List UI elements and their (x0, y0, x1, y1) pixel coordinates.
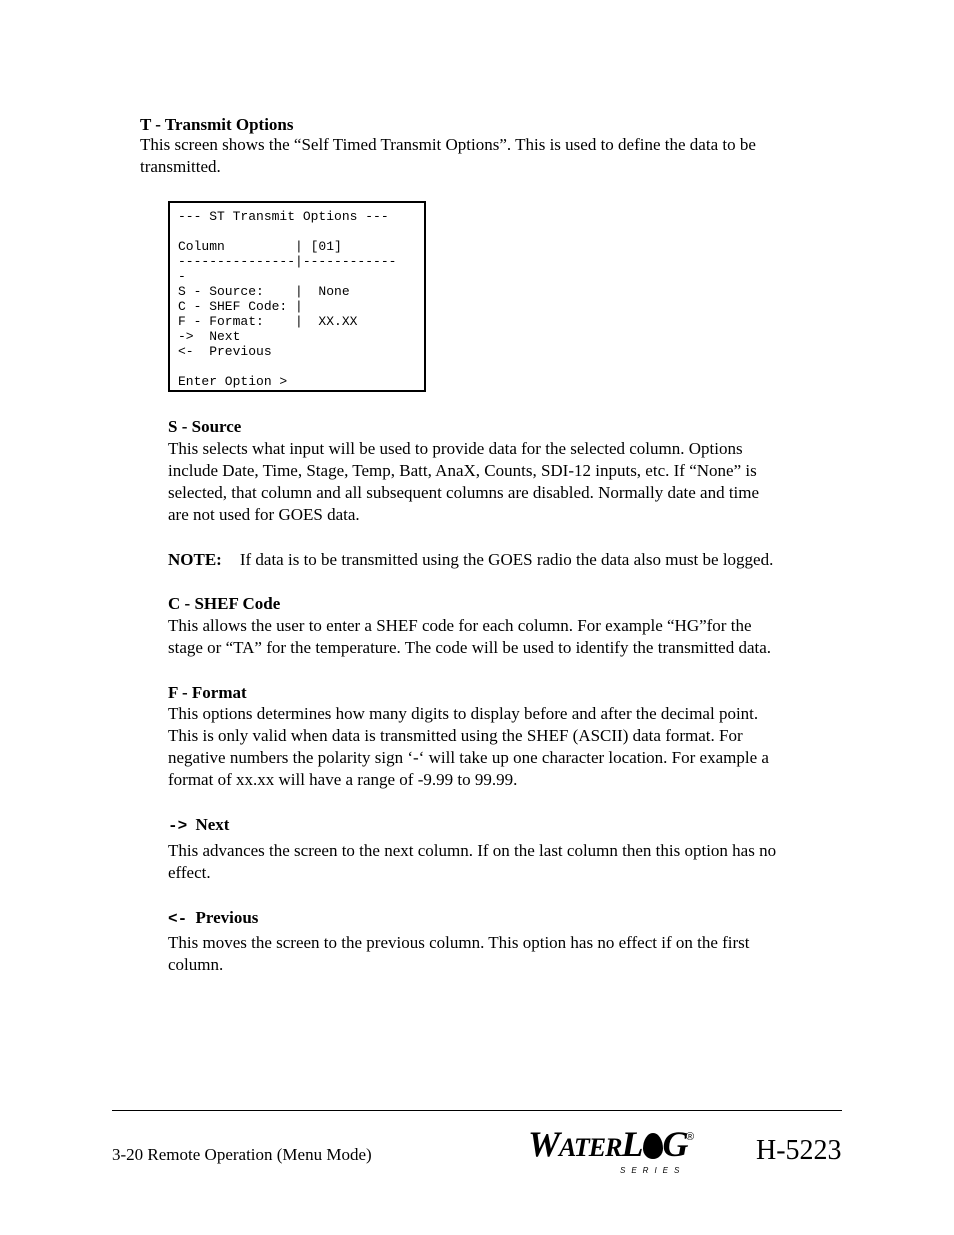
paragraph-line: format of xx.xx will have a range of -9.99 to 99.99. (168, 770, 518, 789)
paragraph-line: column. (168, 955, 224, 974)
source-description (168, 438, 840, 526)
logo-series: SERIES (620, 1166, 686, 1175)
terminal-line (178, 359, 424, 374)
source-heading: S - Source (168, 417, 242, 436)
terminal-screen (168, 201, 426, 392)
logo-letter: G (662, 1124, 688, 1164)
intro-line: This screen shows the “Self Timed Transmit Options”. This is used to define the data to be (140, 135, 756, 154)
logo-letter: W (528, 1124, 560, 1164)
note-label: NOTE: (168, 550, 222, 569)
terminal-line: -> Next (178, 329, 241, 344)
paragraph-line: effect. (168, 863, 211, 882)
paragraph-line: This is only valid when data is transmitted using the SHEF (ASCII) data format. For (168, 726, 743, 745)
next-heading (168, 814, 229, 837)
intro-line: transmitted. (140, 157, 221, 176)
footer-rule (112, 1110, 842, 1111)
shef-heading: C - SHEF Code (168, 594, 281, 613)
paragraph-line: This options determines how many digits to display before and after the decimal point. (168, 704, 759, 723)
paragraph-line: This allows the user to enter a SHEF code for each column. For example “HG”for the (168, 616, 752, 635)
previous-heading (168, 907, 258, 930)
paragraph-line: are not used for GOES data. (168, 505, 360, 524)
terminal-line: ---------------|------------ (178, 254, 397, 269)
terminal-line: --- ST Transmit Options --- (178, 209, 389, 224)
paragraph-line: include Date, Time, Stage, Temp, Batt, AnaX, Counts, SDI-12 inputs, etc. If “None” is (168, 461, 757, 480)
paragraph-line: negative numbers the polarity sign ‘-‘ will take up one character location. For example a (168, 748, 769, 767)
terminal-line: S - Source: | None (178, 284, 350, 299)
registered-mark: ® (686, 1131, 695, 1143)
next-description (168, 840, 848, 884)
terminal-line: - (178, 269, 186, 284)
logo-letters: ATER (559, 1133, 622, 1162)
paragraph-line: This advances the screen to the next column. If on the last column then this option has no (168, 841, 777, 860)
terminal-line: <- Previous (178, 344, 272, 359)
paragraph-line: stage or “TA” for the temperature. The code will be used to identify the transmitted data. (168, 638, 772, 657)
previous-arrow: <- (168, 910, 188, 928)
paragraph-line: This selects what input will be used to provide data for the selected column. Options (168, 439, 743, 458)
terminal-line: Enter Option > (178, 374, 288, 389)
water-drop-icon (643, 1133, 663, 1159)
note (168, 549, 848, 571)
format-description (168, 703, 848, 791)
next-label: Next (195, 815, 230, 834)
footer-page-label: 3-20 Remote Operation (Menu Mode) (112, 1145, 372, 1164)
previous-description (168, 932, 848, 976)
terminal-line: Column | [01] (178, 239, 342, 254)
shef-description (168, 615, 848, 659)
paragraph-line: This moves the screen to the previous column. This option has no effect if on the first (168, 933, 750, 952)
format-heading: F - Format (168, 683, 247, 702)
logo-letter: L (621, 1124, 643, 1164)
terminal-line (178, 224, 424, 239)
section-heading: T - Transmit Options (140, 115, 294, 134)
paragraph-line: selected, that column and all subsequent columns are disabled. Normally date and time (168, 483, 760, 502)
section-intro (140, 134, 860, 178)
previous-label: Previous (195, 908, 259, 927)
doc-number: H-5223 (756, 1135, 842, 1166)
terminal-line: F - Format: | XX.XX (178, 314, 358, 329)
terminal-line: C - SHEF Code: | (178, 299, 303, 314)
note-text: If data is to be transmitted using the GOES radio the data also must be logged. (239, 550, 774, 569)
waterlog-logo (528, 1124, 698, 1175)
next-arrow: -> (168, 817, 188, 835)
